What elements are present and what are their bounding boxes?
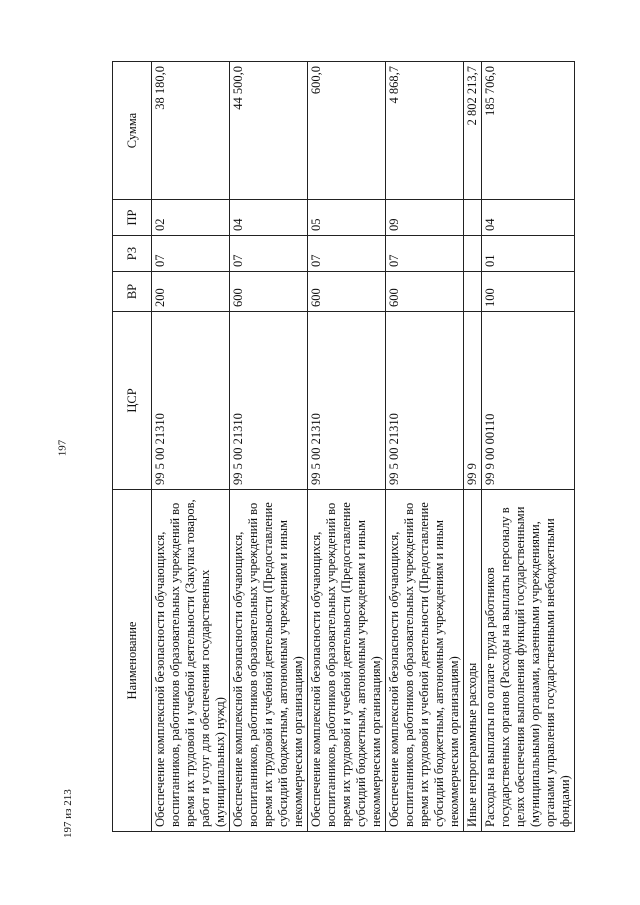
row-csr: 99 5 00 21310 (230, 312, 308, 490)
row-pr: 05 (308, 200, 386, 236)
row-pr: 09 (386, 200, 464, 236)
row-name: Иные непрограммные расходы (464, 490, 482, 832)
row-rz: 07 (386, 236, 464, 272)
table-row (152, 62, 230, 832)
table-row (308, 62, 386, 832)
header-vr: ВР (113, 272, 152, 312)
row-csr: 99 9 00 00110 (482, 312, 575, 490)
budget-table-rotated (112, 62, 572, 832)
row-vr: 600 (386, 272, 464, 312)
page-footer: 197 из 213 (62, 789, 74, 838)
row-vr (464, 272, 482, 312)
table-row (230, 62, 308, 832)
header-csr: ЦСР (113, 312, 152, 490)
row-pr: 04 (482, 200, 575, 236)
row-csr: 99 5 00 21310 (152, 312, 230, 490)
row-rz: 07 (152, 236, 230, 272)
row-sum: 2 802 213,7 (464, 62, 482, 200)
row-sum: 38 180,0 (152, 62, 230, 200)
header-pr: ПР (113, 200, 152, 236)
table-row (386, 62, 464, 832)
row-vr: 600 (230, 272, 308, 312)
row-csr: 99 5 00 21310 (386, 312, 464, 490)
row-pr (464, 200, 482, 236)
row-sum: 600,0 (308, 62, 386, 200)
row-sum: 185 706,0 (482, 62, 575, 200)
row-rz: 01 (482, 236, 575, 272)
row-rz (464, 236, 482, 272)
header-sum: Сумма (113, 62, 152, 200)
row-csr: 99 5 00 21310 (308, 312, 386, 490)
row-csr: 99 9 (464, 312, 482, 490)
table-header-row (113, 62, 152, 832)
row-vr: 600 (308, 272, 386, 312)
row-name: Обеспечение комплексной безопасности обучающихся, воспитанников, работников образовательных учреждений во время их трудовой и учебной деятельности (Закупка товаров, работ и услуг для обеспечения государственных (муниципальных) нужд) (152, 490, 230, 832)
row-pr: 04 (230, 200, 308, 236)
row-sum: 44 500,0 (230, 62, 308, 200)
row-vr: 100 (482, 272, 575, 312)
row-name: Обеспечение комплексной безопасности обучающихся, воспитанников, работников образовательных учреждений во время их трудовой и учебной деятельности (Предоставление субсидий бюджетным, автономным учреждениям и иным некоммерческим организациям) (386, 490, 464, 832)
row-name: Обеспечение комплексной безопасности обучающихся, воспитанников, работников образовательных учреждений во время их трудовой и учебной деятельности (Предоставление субсидий бюджетным, автономным учреждениям и иным некоммерческим организациям) (308, 490, 386, 832)
page-number: 197 (56, 439, 69, 457)
table-row (482, 62, 575, 832)
row-rz: 07 (308, 236, 386, 272)
row-name: Обеспечение комплексной безопасности обучающихся, воспитанников, работников образовательных учреждений во время их трудовой и учебной деятельности (Предоставление субсидий бюджетным, автономным учреждениям и иным некоммерческим организациям) (230, 490, 308, 832)
header-rz: РЗ (113, 236, 152, 272)
row-vr: 200 (152, 272, 230, 312)
budget-table (112, 61, 575, 832)
row-pr: 02 (152, 200, 230, 236)
header-name: Наименование (113, 490, 152, 832)
row-name: Расходы на выплаты по оплате труда работников государственных органов (Расходы на выплаты персоналу в целях обеспечения выполнения функций государственными (муниципальными) органами, казенными учреждениями, органами управления государственными внебюджетными фондами) (482, 490, 575, 832)
table-row (464, 62, 482, 832)
row-sum: 4 868,7 (386, 62, 464, 200)
row-rz: 07 (230, 236, 308, 272)
